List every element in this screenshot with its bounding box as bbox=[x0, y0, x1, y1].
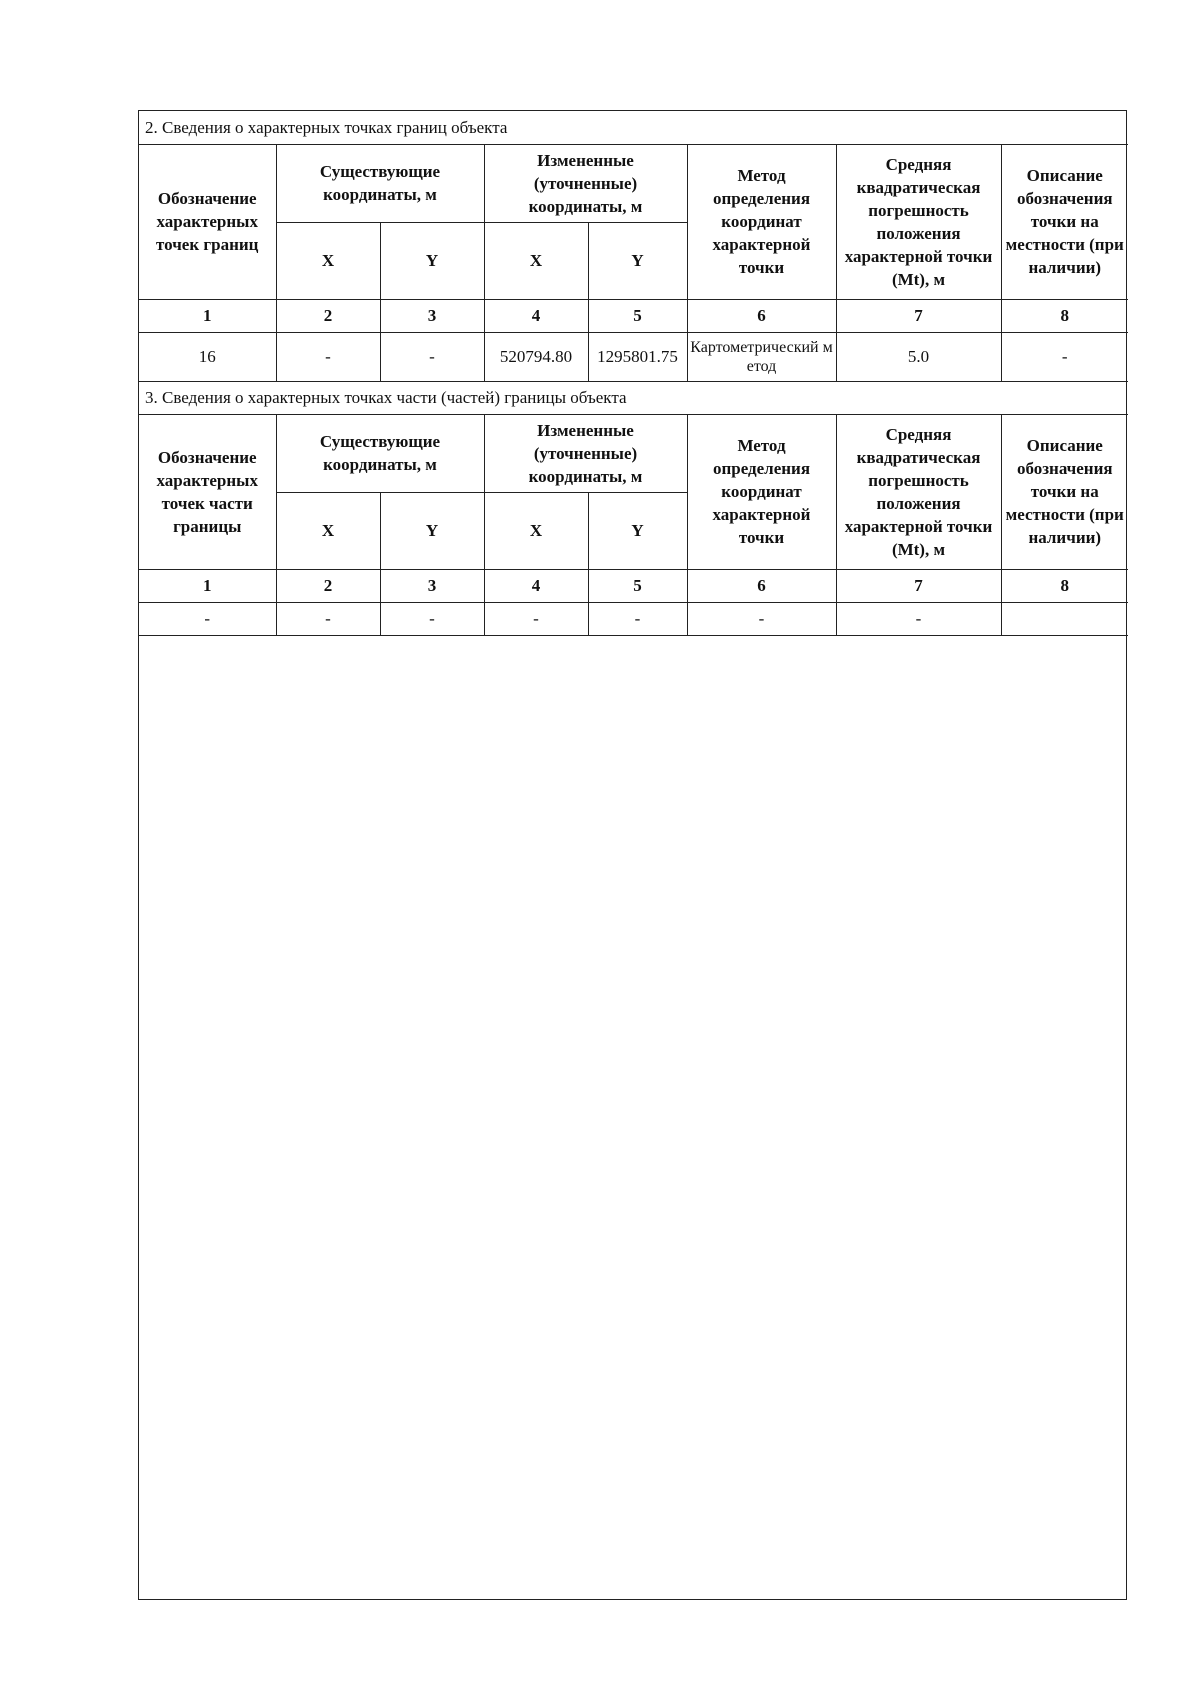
column-number: 8 bbox=[1001, 299, 1128, 332]
changed-x-value: - bbox=[484, 602, 588, 635]
column-number: 7 bbox=[836, 299, 1001, 332]
existing-y-value: - bbox=[380, 332, 484, 381]
header-y-changed: Y bbox=[588, 222, 687, 299]
header-designation: Обозначение характерных точек части границы bbox=[139, 414, 276, 569]
method-value: Картометрический метод bbox=[687, 332, 836, 381]
header-x-existing: X bbox=[276, 492, 380, 569]
header-error: Средняя квадратическая погрешность положения характерной точки (Mt), м bbox=[836, 144, 1001, 299]
existing-x-value: - bbox=[276, 332, 380, 381]
column-number: 5 bbox=[588, 299, 687, 332]
document-frame bbox=[138, 110, 1127, 1600]
header-changed-coords: Измененные (уточненные) координаты, м bbox=[484, 144, 687, 222]
section3-title: 3. Сведения о характерных точках части (частей) границы объекта bbox=[139, 381, 1128, 414]
column-number: 3 bbox=[380, 299, 484, 332]
table-row bbox=[139, 602, 1128, 635]
header-method: Метод определения координат характерной точки bbox=[687, 414, 836, 569]
header-description: Описание обозначения точки на местности (при наличии) bbox=[1001, 414, 1128, 569]
column-number: 7 bbox=[836, 569, 1001, 602]
method-value: - bbox=[687, 602, 836, 635]
points-table bbox=[139, 111, 1128, 636]
header-y-existing: Y bbox=[380, 492, 484, 569]
column-number: 4 bbox=[484, 569, 588, 602]
existing-y-value: - bbox=[380, 602, 484, 635]
header-x-changed: X bbox=[484, 492, 588, 569]
header-method: Метод определения координат характерной точки bbox=[687, 144, 836, 299]
header-changed-coords: Измененные (уточненные) координаты, м bbox=[484, 414, 687, 492]
column-number: 4 bbox=[484, 299, 588, 332]
header-description: Описание обозначения точки на местности (при наличии) bbox=[1001, 144, 1128, 299]
error-value: - bbox=[836, 602, 1001, 635]
column-number: 2 bbox=[276, 299, 380, 332]
header-designation: Обозначение характерных точек границ bbox=[139, 144, 276, 299]
header-y-changed: Y bbox=[588, 492, 687, 569]
changed-x-value: 520794.80 bbox=[484, 332, 588, 381]
description-value bbox=[1001, 602, 1128, 635]
column-number: 2 bbox=[276, 569, 380, 602]
column-number: 1 bbox=[139, 299, 276, 332]
column-number: 8 bbox=[1001, 569, 1128, 602]
header-y-existing: Y bbox=[380, 222, 484, 299]
section2-title: 2. Сведения о характерных точках границ объекта bbox=[139, 111, 1128, 144]
point-designation: - bbox=[139, 602, 276, 635]
column-number: 6 bbox=[687, 569, 836, 602]
header-x-changed: X bbox=[484, 222, 588, 299]
header-existing-coords: Существующие координаты, м bbox=[276, 144, 484, 222]
column-number: 3 bbox=[380, 569, 484, 602]
column-number: 5 bbox=[588, 569, 687, 602]
changed-y-value: 1295801.75 bbox=[588, 332, 687, 381]
column-number: 6 bbox=[687, 299, 836, 332]
header-error: Средняя квадратическая погрешность положения характерной точки (Mt), м bbox=[836, 414, 1001, 569]
table-row bbox=[139, 332, 1128, 381]
point-designation: 16 bbox=[139, 332, 276, 381]
existing-x-value: - bbox=[276, 602, 380, 635]
header-existing-coords: Существующие координаты, м bbox=[276, 414, 484, 492]
column-number: 1 bbox=[139, 569, 276, 602]
error-value: 5.0 bbox=[836, 332, 1001, 381]
description-value: - bbox=[1001, 332, 1128, 381]
changed-y-value: - bbox=[588, 602, 687, 635]
header-x-existing: X bbox=[276, 222, 380, 299]
